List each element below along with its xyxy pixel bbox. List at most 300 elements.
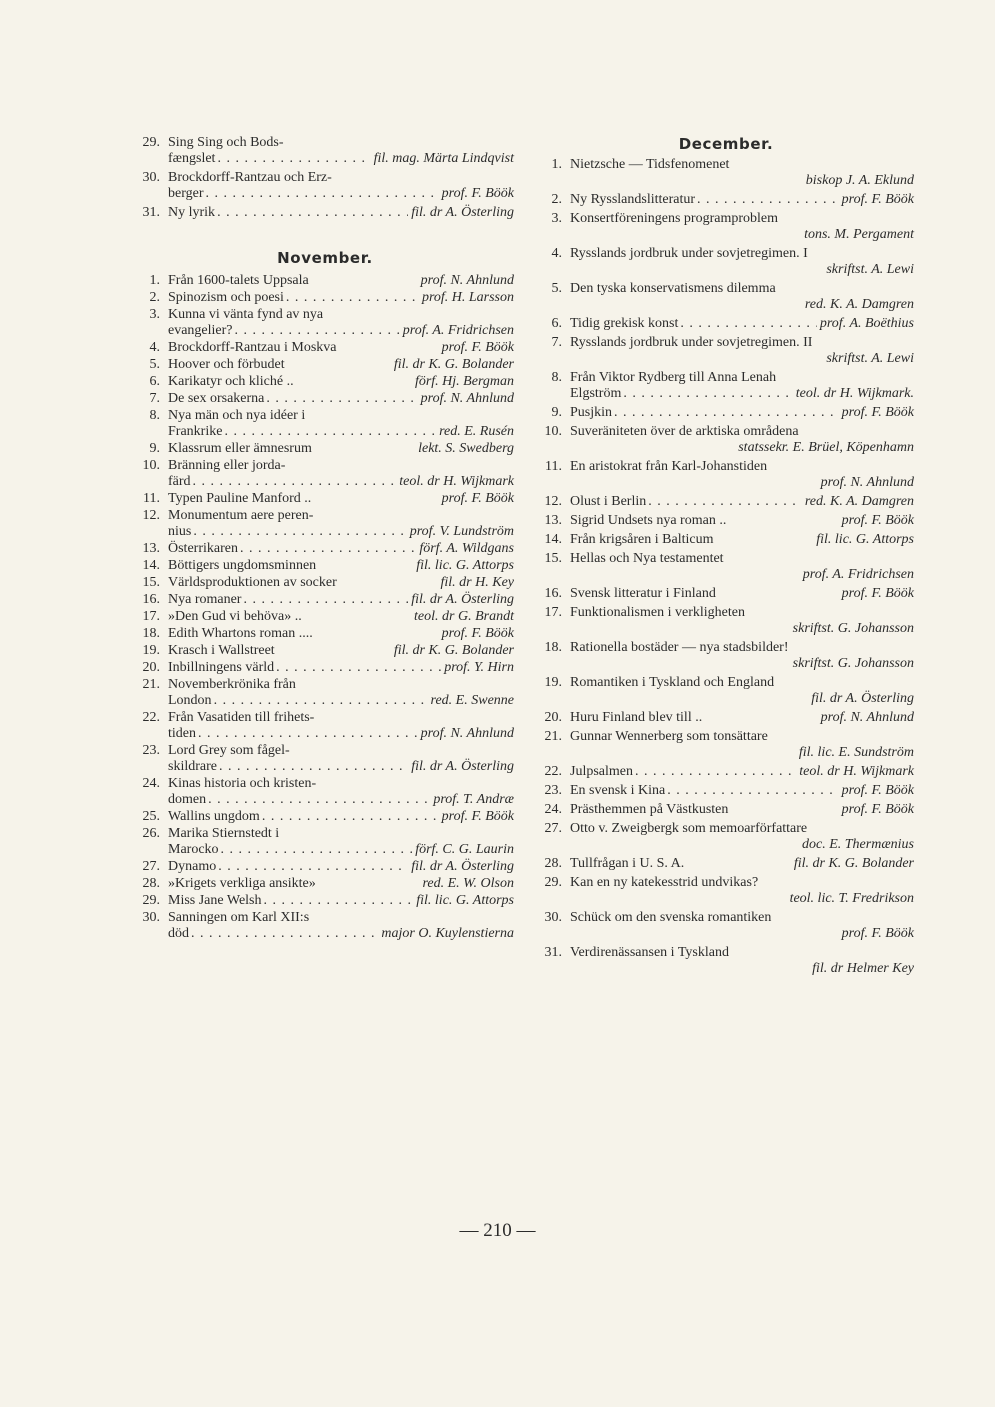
entry-author: major O. Kuylenstierna	[381, 926, 514, 941]
entry-line	[168, 726, 514, 742]
entry-number: 31.	[544, 945, 562, 960]
entry-author: fil. dr K. G. Bolander	[793, 856, 914, 871]
entry-author: skriftst. A. Lewi	[826, 351, 914, 366]
toc-entry	[538, 281, 914, 313]
entry-line	[570, 227, 914, 243]
toc-entry	[136, 458, 514, 490]
entry-line	[168, 323, 514, 339]
entry-number: 16.	[142, 592, 160, 607]
entry-author: statssekr. E. Brüel, Köpenhamn	[738, 440, 914, 455]
toc-entry	[538, 875, 914, 907]
entry-body	[168, 441, 514, 457]
entry-number: 9.	[551, 405, 562, 420]
dot-leader	[633, 764, 796, 780]
toc-entry	[538, 675, 914, 707]
dot-leader	[206, 792, 430, 808]
entry-body	[570, 821, 914, 853]
entry-number: 16.	[544, 586, 562, 601]
entry-line	[168, 408, 514, 424]
entry-title: De sex orsakerna	[168, 391, 265, 406]
entry-title: Funktionalismen i verkligheten	[570, 605, 745, 620]
entry-line	[570, 605, 914, 621]
entry-title: Monumentum aere peren-	[168, 508, 314, 523]
entry-author: doc. E. Thermænius	[802, 837, 914, 852]
entry-body	[168, 859, 514, 875]
entry-line	[570, 783, 914, 799]
entry-line	[168, 186, 514, 202]
entry-line	[168, 491, 514, 507]
toc-entry	[136, 391, 514, 407]
entry-line	[570, 586, 914, 602]
dot-leader	[215, 151, 370, 167]
entry-title: Konsertföreningens programproblem	[570, 211, 778, 226]
entry-author: prof. F. Böök	[841, 783, 914, 798]
toc-entry	[538, 640, 914, 672]
entry-body	[168, 558, 514, 574]
entry-number: 9.	[149, 441, 160, 456]
entry-title: Marocko	[168, 842, 219, 857]
entry-line	[570, 856, 914, 872]
entry-line	[570, 370, 914, 386]
entry-title: Från 1600-talets Uppsala	[168, 273, 309, 288]
toc-entry	[136, 273, 514, 289]
entry-body	[570, 192, 914, 208]
entry-number: 20.	[544, 710, 562, 725]
entry-author: fil. dr A. Österling	[411, 759, 514, 774]
entry-body	[168, 643, 514, 659]
toc-entry	[136, 859, 514, 875]
entry-body	[168, 273, 514, 289]
entry-author: prof. F. Böök	[841, 513, 914, 528]
entry-body	[570, 246, 914, 278]
entry-line	[570, 837, 914, 853]
entry-title: Romantiken i Tyskland och England	[570, 675, 775, 690]
entry-title: Från krigsåren i Balticum	[570, 532, 714, 547]
entry-line	[570, 891, 914, 907]
entry-number: 23.	[544, 783, 562, 798]
entry-author: fil. lic. G. Attorps	[416, 558, 514, 573]
entry-body	[168, 135, 514, 167]
toc-entry	[538, 764, 914, 780]
entry-body	[168, 710, 514, 742]
toc-entry	[136, 660, 514, 676]
toc-entry	[538, 211, 914, 243]
toc-entry	[136, 893, 514, 909]
entry-number: 3.	[149, 307, 160, 322]
entry-number: 29.	[142, 893, 160, 908]
entry-author: red. E. W. Olson	[422, 876, 514, 891]
entry-title: Verdirenässansen i Tyskland	[570, 945, 729, 960]
entry-number: 11.	[545, 459, 562, 474]
entry-author: skriftst. G. Johansson	[792, 656, 914, 671]
entry-number: 26.	[142, 826, 160, 841]
entry-author: prof. V. Lundström	[409, 524, 514, 539]
entry-author: prof. H. Larsson	[421, 290, 514, 305]
toc-entry	[136, 307, 514, 339]
entry-line	[570, 745, 914, 761]
dot-leader	[217, 759, 408, 775]
entry-body	[570, 494, 914, 510]
dot-leader	[646, 494, 802, 510]
entry-title: berger	[168, 186, 204, 201]
entry-line	[168, 508, 514, 524]
october-list	[136, 135, 514, 221]
toc-entry	[136, 626, 514, 642]
entry-line	[570, 475, 914, 491]
entry-author: prof. F. Böök	[441, 626, 514, 641]
entry-title: Nietzsche — Tidsfenomenet	[570, 157, 730, 172]
entry-title: Suveräniteten över de arktiska områdena	[570, 424, 799, 439]
entry-number: 8.	[551, 370, 562, 385]
entry-line	[168, 677, 514, 693]
entry-author: förf. Hj. Bergman	[414, 374, 514, 389]
dot-leader	[222, 424, 436, 440]
entry-body	[168, 743, 514, 775]
entry-author: prof. F. Böök	[841, 586, 914, 601]
entry-title: Sigrid Undsets nya roman ..	[570, 513, 727, 528]
entry-body	[168, 876, 514, 892]
entry-title: »Krigets verkliga ansikte»	[168, 876, 316, 891]
entry-body	[570, 157, 914, 189]
entry-author: red. K. A. Damgren	[804, 494, 914, 509]
entry-author: skriftst. A. Lewi	[826, 262, 914, 277]
entry-number: 17.	[544, 605, 562, 620]
entry-title: Edith Whartons roman ....	[168, 626, 313, 641]
dot-leader	[219, 842, 413, 858]
entry-number: 3.	[551, 211, 562, 226]
entry-author: prof. F. Böök	[841, 802, 914, 817]
entry-body	[168, 541, 514, 557]
entry-body	[570, 910, 914, 942]
entry-author: red. K. A. Damgren	[804, 297, 914, 312]
entry-title: domen	[168, 792, 207, 807]
toc-entry	[136, 677, 514, 709]
entry-number: 29.	[142, 135, 160, 150]
entry-line	[168, 458, 514, 474]
entry-title: Ny Rysslandslitteratur	[570, 192, 696, 207]
entry-line	[570, 494, 914, 510]
entry-author: fil. dr A. Österling	[811, 691, 914, 706]
entry-title: Wallins ungdom	[168, 809, 260, 824]
entry-body	[570, 551, 914, 583]
toc-entry	[136, 876, 514, 892]
toc-entry	[136, 508, 514, 540]
entry-number: 5.	[551, 281, 562, 296]
entry-title: En aristokrat från Karl-Johanstiden	[570, 459, 768, 474]
entry-author: red. E. Rusén	[439, 424, 514, 439]
entry-number: 18.	[142, 626, 160, 641]
entry-number: 2.	[149, 290, 160, 305]
entry-line	[168, 910, 514, 926]
entry-body	[168, 592, 514, 608]
entry-body	[570, 605, 914, 637]
entry-author: teol. dr H. Wijkmark	[799, 764, 914, 779]
entry-line	[570, 764, 914, 780]
dot-leader	[274, 660, 441, 676]
entry-number: 31.	[142, 205, 160, 220]
entry-body	[168, 508, 514, 540]
entry-author: lekt. S. Swedberg	[418, 441, 514, 456]
toc-entry	[538, 335, 914, 367]
toc-entry	[538, 405, 914, 421]
entry-line	[168, 626, 514, 642]
toc-entry	[538, 494, 914, 510]
entry-line	[570, 710, 914, 726]
entry-number: 22.	[544, 764, 562, 779]
entry-author: prof. F. Böök	[441, 186, 514, 201]
entry-number: 13.	[544, 513, 562, 528]
entry-line	[168, 524, 514, 540]
entry-title: tiden	[168, 726, 196, 741]
entry-author: prof. F. Böök	[841, 405, 914, 420]
entry-line	[570, 640, 914, 656]
entry-line	[168, 558, 514, 574]
entry-title: Klassrum eller ämnesrum	[168, 441, 312, 456]
entry-author: prof. Y. Hirn	[444, 660, 514, 675]
entry-line	[570, 316, 914, 332]
entry-author: prof. A. Fridrichsen	[402, 323, 514, 338]
entry-line	[570, 405, 914, 421]
entry-number: 5.	[149, 357, 160, 372]
entry-line	[570, 567, 914, 583]
entry-number: 1.	[551, 157, 562, 172]
entry-line	[570, 157, 914, 173]
entry-body	[168, 340, 514, 356]
entry-author: förf. C. G. Laurin	[415, 842, 514, 857]
toc-entry	[136, 643, 514, 659]
entry-number: 14.	[142, 558, 160, 573]
entry-title: Frankrike	[168, 424, 223, 439]
entry-author: teol. dr H. Wijkmark.	[795, 386, 914, 401]
entry-line	[570, 351, 914, 367]
toc-entry	[538, 532, 914, 548]
dot-leader	[241, 592, 408, 608]
entry-body	[570, 513, 914, 529]
entry-body	[570, 764, 914, 780]
entry-line	[570, 297, 914, 313]
entry-author: teol. dr G. Brandt	[414, 609, 514, 624]
toc-entry	[136, 910, 514, 942]
november-list	[136, 273, 514, 942]
entry-title: Spinozism och poesi	[168, 290, 284, 305]
entry-body	[570, 424, 914, 456]
entry-line	[168, 340, 514, 356]
entry-line	[168, 391, 514, 407]
entry-body	[168, 809, 514, 825]
entry-line	[168, 609, 514, 625]
entry-body	[570, 675, 914, 707]
entry-body	[570, 875, 914, 907]
entry-line	[168, 441, 514, 457]
toc-entry	[136, 776, 514, 808]
entry-title: Marika Stiernstedt i	[168, 826, 280, 841]
entry-body	[570, 586, 914, 602]
entry-author: teol. lic. T. Fredrikson	[789, 891, 914, 906]
entry-line	[570, 926, 914, 942]
toc-entry	[538, 246, 914, 278]
entry-number: 15.	[142, 575, 160, 590]
entry-author: fil. lic. G. Attorps	[816, 532, 914, 547]
entry-line	[168, 792, 514, 808]
entry-number: 20.	[142, 660, 160, 675]
entry-author: fil. dr K. G. Bolander	[393, 643, 514, 658]
entry-line	[168, 474, 514, 490]
entry-number: 12.	[142, 508, 160, 523]
entry-body	[570, 281, 914, 313]
entry-line	[168, 643, 514, 659]
dot-leader	[215, 205, 408, 221]
entry-title: London	[168, 693, 212, 708]
entry-number: 10.	[544, 424, 562, 439]
toc-entry	[136, 205, 514, 221]
entry-line	[168, 826, 514, 842]
entry-body	[570, 945, 914, 977]
entry-line	[570, 459, 914, 475]
toc-entry	[538, 945, 914, 977]
toc-entry	[136, 592, 514, 608]
entry-line	[168, 374, 514, 390]
dot-leader	[665, 783, 838, 799]
dot-leader	[212, 693, 428, 709]
toc-entry	[538, 459, 914, 491]
toc-entry	[538, 710, 914, 726]
toc-entry	[136, 170, 514, 202]
entry-title: Hellas och Nya testamentet	[570, 551, 724, 566]
dot-leader	[264, 391, 417, 407]
toc-entry	[136, 826, 514, 858]
dot-leader	[262, 893, 414, 909]
entry-title: Miss Jane Welsh	[168, 893, 262, 908]
entry-author: fil. mag. Märta Lindqvist	[373, 151, 514, 166]
entry-number: 12.	[544, 494, 562, 509]
entry-number: 14.	[544, 532, 562, 547]
toc-entry	[136, 441, 514, 457]
toc-entry	[538, 605, 914, 637]
right-column	[538, 135, 914, 977]
entry-title: Inbillningens värld	[168, 660, 275, 675]
dot-leader	[238, 541, 416, 557]
entry-title: Kinas historia och kristen-	[168, 776, 317, 791]
entry-number: 6.	[149, 374, 160, 389]
toc-entry	[538, 316, 914, 332]
entry-title: Rationella bostäder — nya stadsbilder!	[570, 640, 789, 655]
toc-entry	[136, 135, 514, 167]
entry-body	[168, 575, 514, 591]
entry-number: 28.	[142, 876, 160, 891]
left-column	[136, 135, 514, 942]
entry-body	[168, 357, 514, 373]
entry-title: Brockdorff-Rantzau i Moskva	[168, 340, 337, 355]
entry-number: 27.	[142, 859, 160, 874]
entry-line	[570, 910, 914, 926]
dot-leader	[695, 192, 839, 208]
entry-body	[168, 458, 514, 490]
november-heading: November.	[277, 249, 373, 267]
entry-line	[168, 357, 514, 373]
entry-number: 23.	[142, 743, 160, 758]
entry-author: biskop J. A. Eklund	[805, 173, 914, 188]
entry-body	[570, 459, 914, 491]
entry-title: Lord Grey som fågel-	[168, 743, 290, 758]
entry-number: 30.	[142, 170, 160, 185]
entry-number: 7.	[149, 391, 160, 406]
toc-entry	[136, 541, 514, 557]
entry-number: 1.	[149, 273, 160, 288]
entry-line	[168, 776, 514, 792]
entry-author: prof. N. Ahnlund	[420, 391, 514, 406]
entry-number: 19.	[142, 643, 160, 658]
entry-number: 2.	[551, 192, 562, 207]
entry-line	[168, 842, 514, 858]
entry-author: fil. dr A. Österling	[411, 859, 514, 874]
entry-number: 21.	[544, 729, 562, 744]
entry-title: Elgström	[570, 386, 622, 401]
dot-leader	[233, 323, 400, 339]
entry-number: 7.	[551, 335, 562, 350]
entry-line	[168, 876, 514, 892]
entry-line	[168, 273, 514, 289]
toc-entry	[136, 408, 514, 440]
entry-title: Olust i Berlin	[570, 494, 647, 509]
entry-line	[168, 135, 514, 151]
entry-author: fil. dr K. G. Bolander	[393, 357, 514, 372]
toc-entry	[538, 513, 914, 529]
entry-line	[570, 262, 914, 278]
entry-title: Kunna vi vänta fynd av nya	[168, 307, 324, 322]
entry-title: fængslet	[168, 151, 216, 166]
entry-title: Böttigers ungdomsminnen	[168, 558, 317, 573]
entry-line	[168, 660, 514, 676]
page-number: — 210 —	[459, 1220, 536, 1241]
entry-number: 4.	[149, 340, 160, 355]
entry-line	[570, 386, 914, 402]
entry-number: 21.	[142, 677, 160, 692]
entry-number: 22.	[142, 710, 160, 725]
entry-author: fil. lic. E. Sundström	[798, 745, 914, 760]
entry-line	[168, 205, 514, 221]
dot-leader	[189, 926, 378, 942]
entry-body	[168, 677, 514, 709]
entry-line	[168, 575, 514, 591]
entry-number: 6.	[551, 316, 562, 331]
entry-body	[570, 710, 914, 726]
toc-entry	[136, 290, 514, 306]
entry-author: prof. F. Böök	[441, 491, 514, 506]
entry-title: Dynamo	[168, 859, 217, 874]
entry-line	[570, 281, 914, 297]
entry-author: fil. lic. G. Attorps	[416, 893, 514, 908]
entry-author: tons. M. Pergament	[804, 227, 914, 242]
entry-body	[168, 626, 514, 642]
entry-title: Från Viktor Rydberg till Anna Lenah	[570, 370, 777, 385]
entry-line	[570, 551, 914, 567]
entry-line	[570, 961, 914, 977]
entry-title: Schück om den svenska romantiken	[570, 910, 772, 925]
entry-number: 4.	[551, 246, 562, 261]
entry-title: En svensk i Kina	[570, 783, 666, 798]
entry-body	[570, 370, 914, 402]
toc-entry	[136, 357, 514, 373]
toc-entry	[136, 374, 514, 390]
toc-entry	[538, 586, 914, 602]
entry-title: skildrare	[168, 759, 217, 774]
entry-author: prof. N. Ahnlund	[820, 475, 914, 490]
entry-body	[168, 893, 514, 909]
toc-entry	[136, 558, 514, 574]
toc-entry	[538, 370, 914, 402]
entry-title: Nya män och nya idéer i	[168, 408, 306, 423]
entry-line	[168, 809, 514, 825]
